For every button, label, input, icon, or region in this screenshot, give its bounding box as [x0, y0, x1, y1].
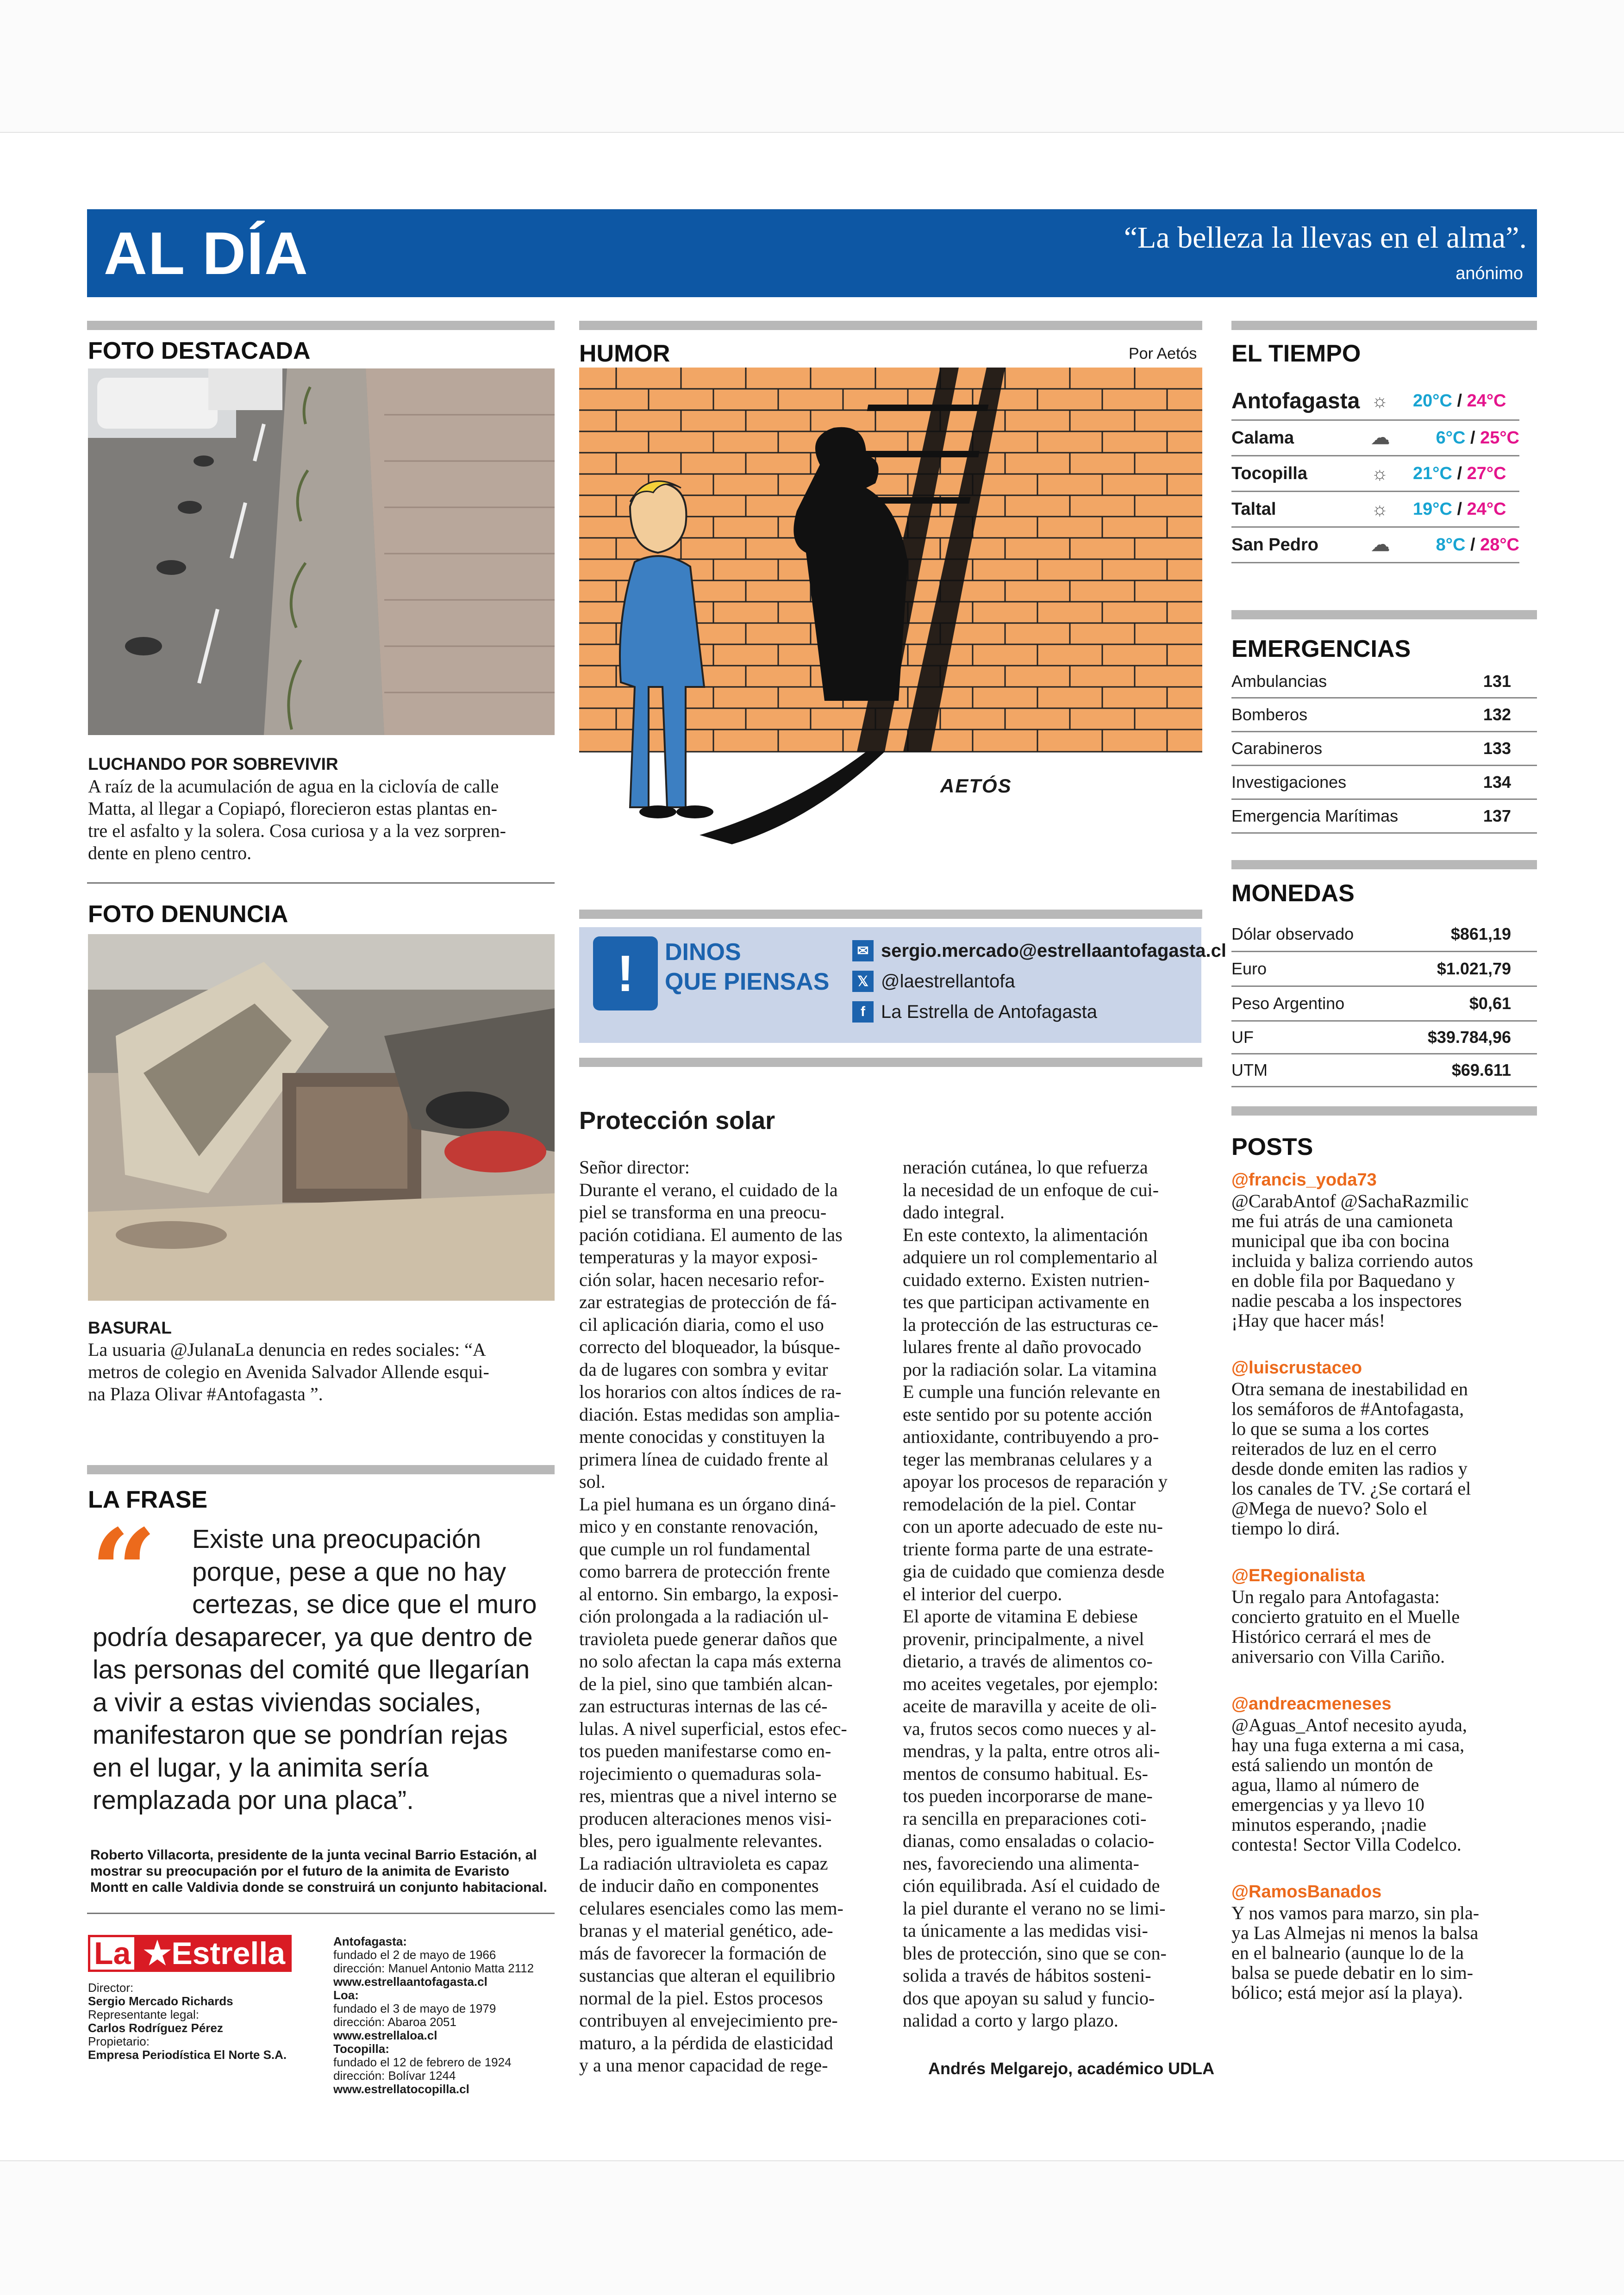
attribution-line: Roberto Villacorta, presidente de la junta vecinal Barrio Estación, al — [90, 1847, 537, 1863]
humor-cartoon — [579, 368, 1202, 886]
temp-max: 28°C — [1480, 535, 1519, 555]
emergency-number: 137 — [1483, 806, 1511, 825]
foto-denuncia-title: FOTO DENUNCIA — [88, 901, 288, 928]
x-handle-text: @laestrellantofa — [881, 971, 1015, 992]
post-line: desde donde emiten las radios y — [1231, 1458, 1468, 1479]
text-line: mente conocidas y constituyen la — [579, 1426, 825, 1447]
emergency-row — [1231, 666, 1537, 698]
text-line: mentos de consumo habitual. Es- — [903, 1763, 1148, 1784]
post-line: @Aguas_Antof necesito ayuda, — [1231, 1715, 1467, 1735]
exclamation-icon: ! — [593, 936, 658, 1010]
text-line: dado integral. — [903, 1202, 1005, 1222]
temp-max: 27°C — [1467, 463, 1506, 483]
emergency-number: 132 — [1483, 705, 1511, 724]
weather-row — [1231, 528, 1519, 563]
bike-lane-photo — [88, 368, 555, 735]
quote-line: certezas, se dice que el muro — [192, 1590, 537, 1619]
emergency-label: Carabineros — [1231, 739, 1323, 758]
logo-estrella-box — [137, 1935, 292, 1972]
monedas-title: MONEDAS — [1231, 880, 1355, 907]
section-rule — [579, 321, 1202, 330]
la-frase-title: LA FRASE — [88, 1486, 208, 1513]
text-line: teger las membranas celulares y a — [903, 1448, 1152, 1470]
facebook-text: La Estrella de Antofagasta — [881, 1001, 1097, 1022]
post-text — [1231, 1587, 1537, 1666]
staff-role: Representante legal: — [88, 2008, 199, 2021]
staff-role: Propietario: — [88, 2034, 150, 2048]
post-item — [1231, 1566, 1537, 1666]
text-line: no solo afectan la capa más externa — [579, 1651, 842, 1671]
emergency-number: 131 — [1483, 672, 1511, 691]
emergency-label: Emergencia Marítimas — [1231, 806, 1399, 825]
edition-web: www.estrellaantofagasta.cl — [333, 1975, 487, 1989]
edition-address: dirección: Bolívar 1244 — [333, 2069, 456, 2083]
text-line: Durante el verano, el cuidado de la — [579, 1179, 838, 1200]
section-rule — [579, 1058, 1202, 1067]
text-line: contribuyen al envejecimiento pre- — [579, 2010, 838, 2031]
post-text — [1231, 1715, 1537, 1854]
text-line: adquiere un rol complementario al — [903, 1247, 1158, 1267]
text-line: triente forma parte de una estrate- — [903, 1538, 1153, 1559]
logo-estrella: Estrella — [171, 1936, 286, 1971]
text-line: el interior del cuerpo. — [903, 1583, 1062, 1604]
text-line: tos pueden manifestarse como en- — [579, 1740, 831, 1761]
contact-x[interactable] — [852, 966, 1226, 997]
section-banner — [87, 209, 1537, 297]
text-line: En este contexto, la alimentación — [903, 1224, 1148, 1245]
text-line: La piel humana es un órgano diná- — [579, 1493, 836, 1515]
text-line: correcto del bloqueador, la búsque- — [579, 1336, 840, 1357]
text-line: provenir, principalmente, a nivel — [903, 1628, 1144, 1649]
text-line: lulas. A nivel superficial, estos efec- — [579, 1718, 847, 1739]
contact-list — [852, 935, 1226, 1027]
text-line: da de lugares con sombra y evitar — [579, 1359, 828, 1380]
foto-denuncia-caption-title: BASURAL — [88, 1318, 172, 1337]
currency-row — [1231, 952, 1537, 987]
text-line: travioleta puede generar daños que — [579, 1628, 837, 1649]
currency-label: UTM — [1231, 1060, 1268, 1079]
cloudy-icon: ☁ — [1371, 535, 1390, 555]
post-item — [1231, 1358, 1537, 1538]
quote-line: porque, pese a que no hay — [192, 1557, 506, 1587]
weather-title: EL TIEMPO — [1231, 340, 1361, 367]
attribution-line: mostrar su preocupación por el futuro de la animita de Evaristo — [90, 1864, 510, 1879]
contact-email[interactable] — [852, 935, 1226, 966]
contact-facebook[interactable] — [852, 997, 1226, 1027]
text-line: zar estrategias de protección de fá- — [579, 1291, 837, 1312]
weather-row — [1231, 421, 1519, 456]
letter-column-1 — [579, 1156, 885, 2077]
edition-founded: fundado el 2 de mayo de 1966 — [333, 1948, 496, 1962]
quote-mark-icon: “ — [90, 1503, 157, 1640]
section-rule — [87, 321, 555, 330]
weather-row — [1231, 382, 1519, 421]
letter-title: Protección solar — [579, 1107, 775, 1135]
banner-quote: “La belleza la llevas en el alma”. — [1124, 221, 1527, 255]
text-line: ra sencilla en preparaciones coti- — [903, 1808, 1147, 1829]
emergency-label: Bomberos — [1231, 705, 1308, 724]
dinos-line: QUE PIENSAS — [665, 968, 830, 995]
post-line: en el balneario (aunque lo de la — [1231, 1942, 1464, 1963]
text-line: antioxidante, contribuyendo a pro- — [903, 1426, 1159, 1447]
text-line: primera línea de cuidado frente al — [579, 1448, 829, 1470]
post-line: concierto gratuito en el Muelle — [1231, 1606, 1460, 1627]
text-line: celulares esenciales como las mem- — [579, 1897, 843, 1919]
text-line: temperaturas y la mayor exposi- — [579, 1247, 818, 1267]
text-line: sustancias que alteran el equilibrio — [579, 1965, 836, 1986]
temp-min: 21°C — [1413, 463, 1452, 483]
posts-list — [1231, 1170, 1537, 2002]
post-text — [1231, 1903, 1537, 2002]
text-line: producen alteraciones menos visi- — [579, 1808, 832, 1829]
post-text — [1231, 1191, 1537, 1330]
weather-temps — [1413, 391, 1519, 411]
text-line: por la radiación solar. La vitamina — [903, 1359, 1157, 1380]
currency-row — [1231, 987, 1537, 1022]
post-line: los canales de TV. ¿Se cortará el — [1231, 1478, 1471, 1499]
weather-row — [1231, 456, 1519, 492]
post-line: incluida y baliza corriendo autos — [1231, 1250, 1474, 1271]
post-line: Otra semana de inestabilidad en — [1231, 1378, 1468, 1399]
monedas-list — [1231, 917, 1537, 1087]
humor-title: HUMOR — [579, 340, 670, 367]
masthead-editions — [333, 1935, 560, 2096]
text-line: ción prolongada a la radiación ul- — [579, 1606, 829, 1627]
text-line: pación cotidiana. El aumento de las — [579, 1224, 843, 1245]
text-line: la piel durante el verano no se limi- — [903, 1897, 1166, 1919]
post-line: agua, llamo al número de — [1231, 1774, 1419, 1795]
text-line: más de favorecer la formación de — [579, 1942, 827, 1964]
edition-web: www.estrellatocopilla.cl — [333, 2082, 469, 2096]
letter-signature: Andrés Melgarejo, académico UDLA — [928, 2059, 1215, 2078]
estrella-logo — [88, 1935, 292, 1972]
text-line: nalidad a corto y largo plazo. — [903, 2010, 1118, 2031]
partly-cloudy-sun-icon: ☼ — [1371, 499, 1388, 519]
weather-city: Calama — [1231, 428, 1294, 448]
caption-line: tre el asfalto y la solera. Cosa curiosa y a la vez sorpren- — [88, 820, 506, 841]
text-line: los horarios con altos índices de ra- — [579, 1381, 842, 1402]
post-line: @CarabAntof @SachaRazmilic — [1231, 1191, 1469, 1211]
currency-row — [1231, 1022, 1537, 1054]
text-line: mo aceites vegetales, por ejemplo: — [903, 1673, 1159, 1694]
email-text: sergio.mercado@estrellaantofagasta.cl — [881, 940, 1226, 961]
text-line: con un aporte adecuado de este nu- — [903, 1516, 1163, 1537]
letter-column-2 — [903, 1156, 1208, 2032]
logo-la: La — [88, 1935, 137, 1972]
quote-line: a vivir a estas viviendas sociales, — [93, 1687, 481, 1717]
temp-min: 19°C — [1413, 499, 1452, 519]
la-frase-quote — [93, 1523, 556, 1817]
emergency-number: 133 — [1483, 739, 1511, 758]
weather-temps — [1413, 464, 1519, 484]
temp-min: 8°C — [1436, 535, 1466, 555]
post-line: me fui atrás de una camioneta — [1231, 1210, 1453, 1231]
post-line: lo que se suma a los cortes — [1231, 1418, 1429, 1439]
weather-city: San Pedro — [1231, 535, 1318, 555]
posts-title: POSTS — [1231, 1134, 1313, 1160]
weather-city: Taltal — [1231, 499, 1276, 519]
post-item — [1231, 1170, 1537, 1330]
text-line: mico y en constante renovación, — [579, 1516, 818, 1537]
text-line: Señor director: — [579, 1157, 690, 1178]
post-line: balsa se puede debatir en lo sim- — [1231, 1962, 1474, 1983]
caption-line: dente en pleno centro. — [88, 842, 252, 863]
weather-city: Antofagasta — [1231, 388, 1360, 413]
section-rule — [1231, 860, 1537, 869]
foto-destacada-title: FOTO DESTACADA — [88, 337, 311, 364]
caption-line: A raíz de la acumulación de agua en la ciclovía de calle — [88, 776, 499, 797]
text-line: sol. — [579, 1471, 606, 1492]
caption-line: metros de colegio en Avenida Salvador Allende esqui- — [88, 1361, 489, 1382]
post-line: está saliendo un montón de — [1231, 1754, 1433, 1775]
text-line: nes, favoreciendo una alimenta- — [903, 1852, 1139, 1874]
post-line: Y nos vamos para marzo, sin pla- — [1231, 1902, 1480, 1923]
dinos-heading — [665, 937, 829, 997]
text-line: mendras, y la palta, entre otros ali- — [903, 1740, 1160, 1761]
temp-max: 24°C — [1467, 391, 1506, 411]
text-line: apoyar los procesos de reparación y — [903, 1471, 1168, 1492]
dinos-que-piensas-box — [579, 927, 1226, 1043]
text-line: remodelación de la piel. Contar — [903, 1493, 1136, 1515]
text-line: rojecimiento o quemaduras sola- — [579, 1763, 822, 1784]
text-line: maturo, a la pérdida de elasticidad — [579, 2032, 833, 2053]
staff-name: Carlos Rodríguez Pérez — [88, 2021, 223, 2035]
text-line: de la piel, sino que también alcan- — [579, 1673, 833, 1694]
post-handle[interactable]: @luiscrustaceo — [1231, 1358, 1362, 1378]
quote-line: Existe una preocupación — [192, 1524, 481, 1554]
temp-separator: / — [1457, 391, 1462, 411]
post-line: minutos esperando, ¡nadie — [1231, 1814, 1426, 1835]
quote-line: manifestaron que se pondrían rejas — [93, 1720, 508, 1750]
text-line: neración cutánea, lo que refuerza — [903, 1157, 1148, 1178]
text-line: res, mientras que a nivel interno se — [579, 1785, 837, 1806]
text-line: ta únicamente a las medidas visi- — [903, 1920, 1148, 1941]
temp-separator: / — [1457, 463, 1462, 483]
dinos-line: DINOS — [665, 939, 741, 966]
post-line: hay una fuga externa a mi casa, — [1231, 1734, 1465, 1755]
caption-line: Matta, al llegar a Copiapó, florecieron estas plantas en- — [88, 798, 498, 819]
emergency-number: 134 — [1483, 773, 1511, 792]
emergency-label: Ambulancias — [1231, 672, 1327, 691]
edition-city: Loa: — [333, 1988, 359, 2002]
currency-value: $1.021,79 — [1437, 959, 1511, 978]
post-item — [1231, 1694, 1537, 1854]
foto-destacada-caption-title: LUCHANDO POR SOBREVIVIR — [88, 755, 338, 773]
edition-city: Tocopilla: — [333, 2042, 389, 2056]
edition-address: dirección: Abaroa 2051 — [333, 2015, 456, 2029]
la-frase-attribution — [90, 1847, 560, 1896]
post-line: Un regalo para Antofagasta: — [1231, 1586, 1440, 1607]
text-line: cil aplicación diaria, como el uso — [579, 1314, 824, 1335]
partly-cloudy-sun-icon: ☼ — [1371, 390, 1388, 411]
post-line: contesta! Sector Villa Codelco. — [1231, 1834, 1462, 1855]
text-line: El aporte de vitamina E debiese — [903, 1606, 1138, 1627]
post-line: ya Las Almejas ni menos la balsa — [1231, 1922, 1479, 1943]
temp-min: 6°C — [1436, 428, 1466, 448]
post-handle[interactable]: @andreacmeneses — [1231, 1694, 1392, 1714]
cloudy-icon: ☁ — [1371, 428, 1390, 448]
mail-icon: ✉ — [852, 940, 874, 961]
text-line: este sentido por su potente acción — [903, 1403, 1152, 1425]
post-line: tiempo lo dirá. — [1231, 1518, 1340, 1539]
weather-temps — [1413, 428, 1519, 448]
currency-value: $861,19 — [1450, 924, 1511, 943]
text-line: de inducir daño en componentes — [579, 1875, 819, 1896]
cartoon-signature: AETÓS — [940, 775, 1012, 797]
currency-value: $69.611 — [1451, 1060, 1511, 1079]
currency-label: UF — [1231, 1028, 1254, 1047]
humor-byline: Por Aetós — [1129, 345, 1197, 362]
star-icon: ★ — [143, 1936, 172, 1971]
currency-value: $0,61 — [1469, 994, 1511, 1013]
text-line: normal de la piel. Estos procesos — [579, 1987, 823, 2008]
caption-line: na Plaza Olivar #Antofagasta ”. — [88, 1384, 323, 1404]
text-line: tes que participan activamente en — [903, 1291, 1150, 1312]
text-line: piel se transforma en una preocu- — [579, 1202, 827, 1222]
text-line: E cumple una función relevante en — [903, 1381, 1161, 1402]
weather-table — [1231, 382, 1519, 563]
emergency-row — [1231, 766, 1537, 800]
caption-line: La usuaria @JulanaLa denuncia en redes sociales: “A — [88, 1339, 486, 1360]
text-line: lulares frente al daño provocado — [903, 1336, 1142, 1357]
temp-separator: / — [1470, 428, 1475, 448]
emergency-row — [1231, 800, 1537, 834]
post-item — [1231, 1882, 1537, 2002]
weather-temps — [1413, 535, 1519, 555]
weather-temps — [1413, 499, 1519, 519]
temp-max: 25°C — [1480, 428, 1519, 448]
text-line: dianas, como ensaladas o colacio- — [903, 1830, 1155, 1851]
post-line: aniversario con Villa Cariño. — [1231, 1646, 1445, 1667]
currency-label: Dólar observado — [1231, 924, 1354, 943]
text-line: solida a través de hábitos sosteni- — [903, 1965, 1151, 1986]
text-line: diación. Estas medidas son amplia- — [579, 1403, 840, 1425]
staff-name: Sergio Mercado Richards — [88, 1994, 233, 2008]
section-rule — [579, 910, 1202, 919]
section-rule — [87, 1465, 555, 1474]
post-handle[interactable]: @francis_yoda73 — [1231, 1170, 1377, 1190]
currency-row — [1231, 1054, 1537, 1087]
divider — [87, 1913, 555, 1914]
foto-destacada-caption — [88, 775, 556, 864]
weather-city: Tocopilla — [1231, 463, 1307, 483]
currency-value: $39.784,96 — [1427, 1028, 1511, 1047]
text-line: bles, pero igualmente relevantes. — [579, 1830, 823, 1851]
x-logo-icon: 𝕏 — [852, 971, 874, 992]
foto-denuncia-caption — [88, 1339, 556, 1405]
emergency-row — [1231, 698, 1537, 732]
edition-address: dirección: Manuel Antonio Matta 2112 — [333, 1961, 534, 1975]
text-line: gia de cuidado que comienza desde — [903, 1561, 1165, 1582]
divider — [87, 882, 555, 884]
currency-label: Peso Argentino — [1231, 994, 1345, 1013]
post-line: ¡Hay que hacer más! — [1231, 1310, 1386, 1331]
post-handle[interactable]: @ERegionalista — [1231, 1566, 1365, 1585]
attribution-line: Montt en calle Valdivia donde se construirá un conjunto habitacional. — [90, 1880, 547, 1895]
text-line: tos pueden incorporarse de mane- — [903, 1785, 1153, 1806]
text-line: zan estructuras internas de las cé- — [579, 1696, 828, 1716]
post-text — [1231, 1379, 1537, 1538]
edition-city: Antofagasta: — [333, 1934, 407, 1948]
emergencias-title: EMERGENCIAS — [1231, 636, 1411, 662]
text-line: dos que apoyan su salud y funcio- — [903, 1987, 1155, 2008]
text-line: y a una menor capacidad de rege- — [579, 2055, 828, 2076]
partly-cloudy-sun-icon: ☼ — [1371, 463, 1388, 484]
text-line: dietario, a través de alimentos co- — [903, 1651, 1153, 1671]
section-rule — [1231, 610, 1537, 619]
quote-line: en el lugar, y la animita sería — [93, 1752, 429, 1783]
post-line: emergencias y ya llevo 10 — [1231, 1794, 1424, 1815]
dump-photo — [88, 934, 555, 1301]
quote-line: podría desaparecer, ya que dentro de — [93, 1622, 533, 1652]
temp-max: 24°C — [1467, 499, 1506, 519]
section-rule — [1231, 321, 1537, 330]
edition-founded: fundado el 12 de febrero de 1924 — [333, 2055, 512, 2069]
banner-quote-author: anónimo — [1455, 264, 1523, 283]
emergency-label: Investigaciones — [1231, 773, 1347, 792]
text-line: ción solar, hacen necesario refor- — [579, 1269, 824, 1290]
post-line: nadie pescaba a los inspectores — [1231, 1290, 1462, 1311]
temp-separator: / — [1470, 535, 1475, 555]
edition-web: www.estrellaloa.cl — [333, 2028, 437, 2042]
text-line: cuidado externo. Existen nutrien- — [903, 1269, 1150, 1290]
text-line: la necesidad de un enfoque de cui- — [903, 1179, 1159, 1200]
temp-min: 20°C — [1413, 391, 1452, 411]
post-line: municipal que iba con bocina — [1231, 1230, 1449, 1251]
text-line: como barrera de protección frente — [579, 1561, 830, 1582]
text-line: La radiación ultravioleta es capaz — [579, 1852, 828, 1874]
text-line: al entorno. Sin embargo, la exposi- — [579, 1583, 839, 1604]
weather-row — [1231, 492, 1519, 528]
section-rule — [1231, 1106, 1537, 1116]
text-line: ción equilibrada. Así el cuidado de — [903, 1875, 1160, 1896]
post-line: bólico; está mejor así la playa). — [1231, 1982, 1463, 2003]
text-line: va, frutos secos como nueces y al- — [903, 1718, 1156, 1739]
text-line: branas y el material genético, ade- — [579, 1920, 833, 1941]
post-line: en doble fila por Baquedano y — [1231, 1270, 1455, 1291]
edition-founded: fundado el 3 de mayo de 1979 — [333, 2002, 496, 2015]
quote-line: remplazada por una placa”. — [93, 1785, 414, 1815]
staff-role: Director: — [88, 1981, 134, 1995]
temp-separator: / — [1457, 499, 1462, 519]
text-line: bles de protección, sino que se con- — [903, 1942, 1167, 1964]
emergencias-list — [1231, 666, 1537, 834]
post-line: Histórico cerrará el mes de — [1231, 1626, 1431, 1647]
quote-line: las personas del comité que llegarían — [93, 1655, 530, 1684]
masthead-staff — [88, 1981, 319, 2062]
text-line: aceite de maravilla y aceite de oli- — [903, 1696, 1157, 1716]
section-title: AL DÍA — [104, 219, 309, 287]
currency-row — [1231, 917, 1537, 952]
text-line: la protección de las estructuras ce- — [903, 1314, 1158, 1335]
post-handle[interactable]: @RamosBanados — [1231, 1882, 1382, 1902]
staff-name: Empresa Periodística El Norte S.A. — [88, 2048, 287, 2062]
post-line: @Mega de nuevo? Solo el — [1231, 1498, 1428, 1519]
post-line: reiterados de luz en el cerro — [1231, 1438, 1437, 1459]
currency-label: Euro — [1231, 959, 1267, 978]
emergency-row — [1231, 732, 1537, 766]
post-line: los semáforos de #Antofagasta, — [1231, 1398, 1464, 1419]
facebook-icon: f — [852, 1001, 874, 1023]
text-line: que cumple un rol fundamental — [579, 1538, 811, 1559]
